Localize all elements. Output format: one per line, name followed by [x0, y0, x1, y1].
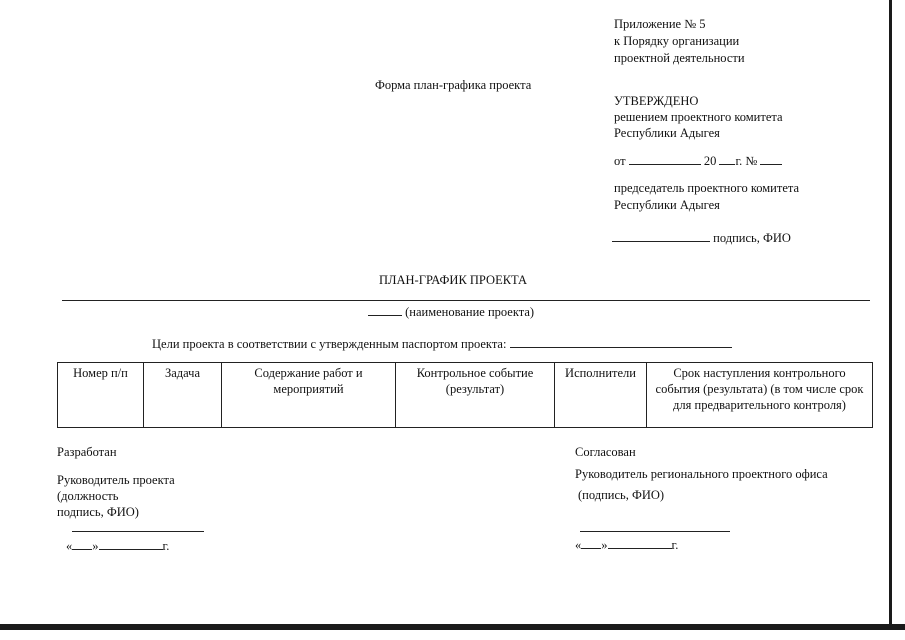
approved-date-year: 20: [703, 154, 717, 168]
developed-signature-rule[interactable]: [72, 531, 204, 532]
project-name-caption: (наименование проекта): [405, 305, 535, 319]
developed-heading: Разработан: [57, 445, 117, 459]
agreed-signature-rule[interactable]: [580, 531, 730, 532]
approved-date-from: от: [614, 154, 626, 168]
column-header-deadline: Срок наступления контрольного события (результата) (в том числе срок для предварительного контроля): [647, 363, 873, 428]
approved-year-blank[interactable]: [719, 152, 735, 165]
developed-date-year: г.: [162, 539, 170, 553]
appendix-line-3: проектной деятельности: [614, 51, 745, 65]
approved-heading: УТВЕРЖДЕНО: [614, 94, 699, 108]
developed-line-2: (должность: [57, 489, 119, 503]
developed-month-blank[interactable]: [99, 537, 163, 550]
developed-day-blank[interactable]: [72, 537, 92, 550]
approved-line-1: решением проектного комитета: [614, 110, 783, 124]
developed-date-close: »: [92, 539, 99, 553]
column-header-work-content: Содержание работ и мероприятий: [222, 363, 396, 428]
appendix-line-1: Приложение № 5: [614, 17, 706, 31]
approved-number-blank[interactable]: [760, 152, 782, 165]
plan-table-header-row: [58, 363, 873, 428]
approved-number-label: г. №: [735, 154, 758, 168]
project-name-caption-line: [368, 303, 534, 321]
agreed-date-year: г.: [671, 538, 679, 552]
approved-line-2: Республики Адыгея: [614, 126, 720, 140]
agreed-day-blank[interactable]: [581, 536, 601, 549]
agreed-line-1: Руководитель регионального проектного офиса: [575, 467, 828, 481]
chairman-signature-line: [612, 229, 791, 247]
agreed-month-blank[interactable]: [608, 536, 672, 549]
developed-date-open: «: [66, 539, 73, 553]
goals-blank[interactable]: [510, 335, 732, 348]
agreed-line-2: (подпись, ФИО): [578, 488, 665, 502]
chairman-signature-blank[interactable]: [612, 229, 710, 242]
column-header-control-event: Контрольное событие (результат): [396, 363, 555, 428]
agreed-heading: Согласован: [575, 445, 636, 459]
column-header-executors: Исполнители: [555, 363, 647, 428]
chairman-line-2: Республики Адыгея: [614, 198, 720, 212]
page-edge-right: [889, 0, 892, 630]
agreed-date-open: «: [575, 538, 582, 552]
agreed-date-close: »: [601, 538, 608, 552]
chairman-line-1: председатель проектного комитета: [614, 181, 800, 195]
page-edge-bottom: [0, 624, 905, 630]
goals-line: [152, 335, 732, 353]
goals-label: Цели проекта в соответствии с утвержденным паспортом проекта:: [152, 337, 507, 351]
column-header-number: Номер п/п: [58, 363, 144, 428]
developed-line-3: подпись, ФИО): [57, 505, 139, 519]
approved-date-blank[interactable]: [629, 152, 701, 165]
project-name-rule: [62, 300, 870, 301]
column-header-task: Задача: [144, 363, 222, 428]
plan-table: [57, 362, 873, 428]
document-title: ПЛАН-ГРАФИК ПРОЕКТА: [379, 273, 528, 287]
form-title: Форма план-графика проекта: [375, 78, 532, 92]
approved-date-line: [614, 152, 782, 170]
agreed-date-line: [575, 536, 678, 554]
project-name-blank[interactable]: [368, 303, 402, 316]
developed-line-1: Руководитель проекта: [57, 473, 175, 487]
developed-date-line: [66, 537, 169, 555]
appendix-line-2: к Порядку организации: [614, 34, 740, 48]
chairman-signature-caption: подпись, ФИО: [713, 231, 791, 245]
